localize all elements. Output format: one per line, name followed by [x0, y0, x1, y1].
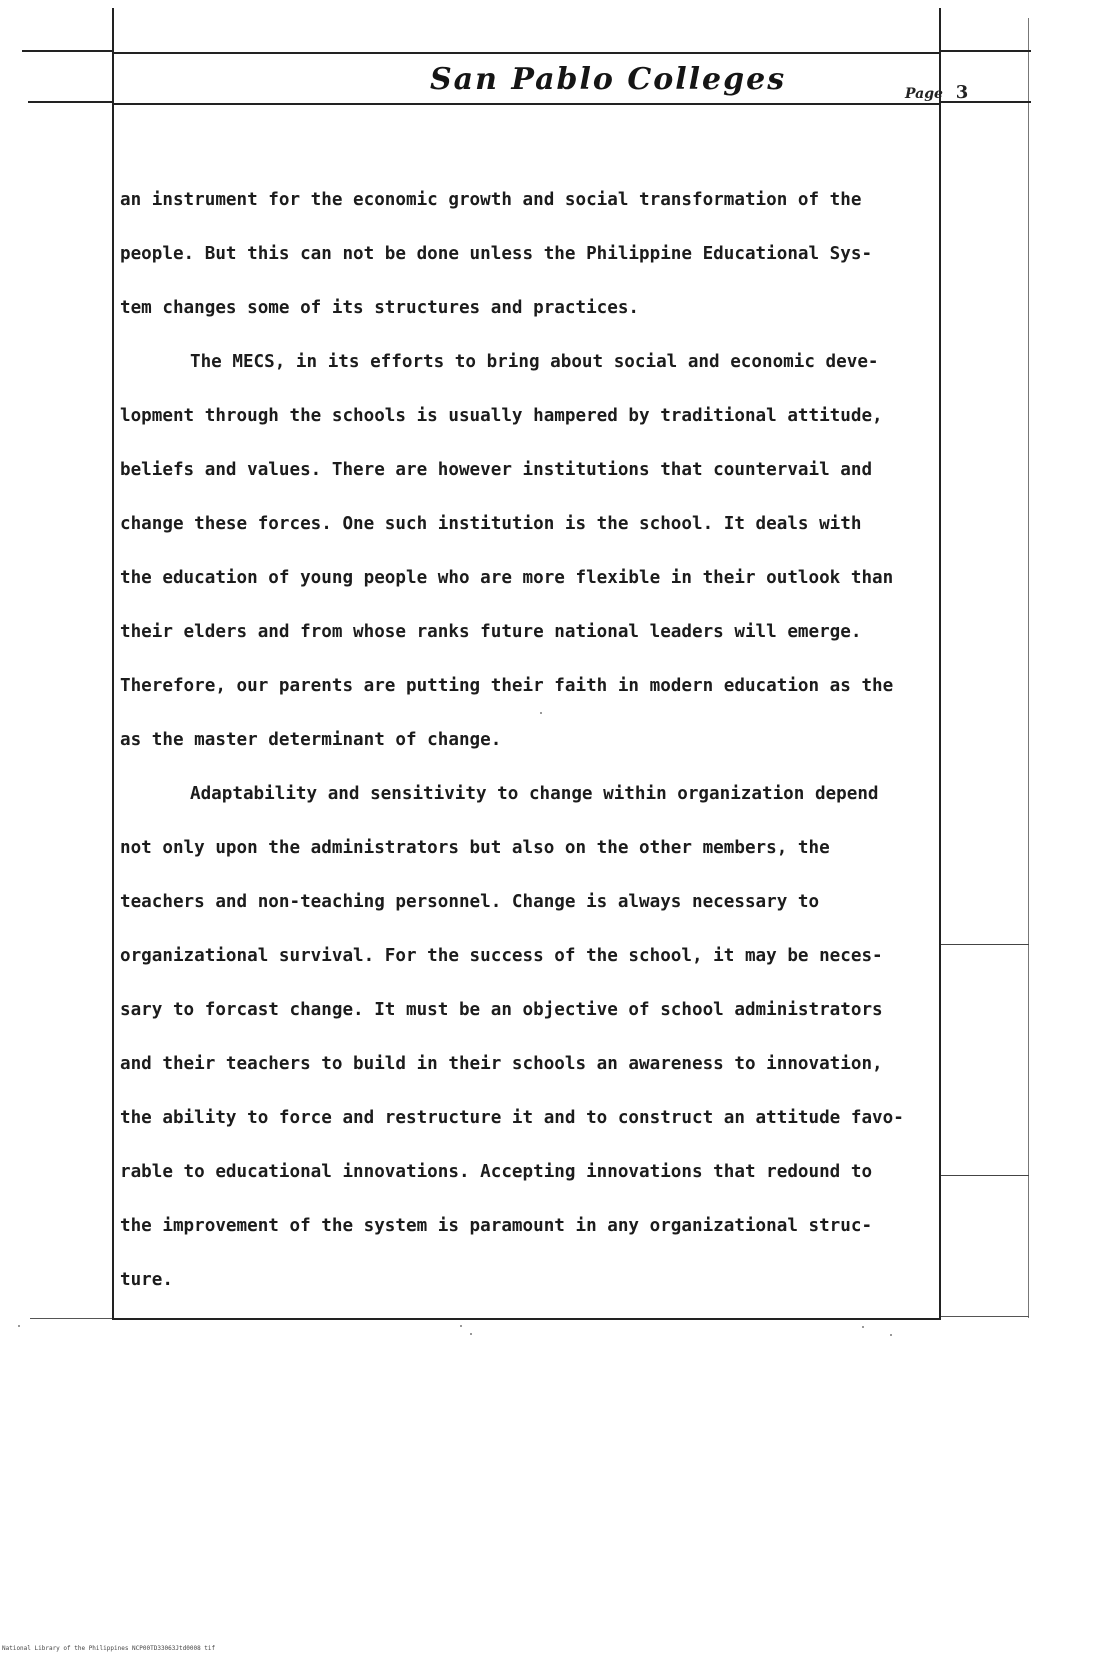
- paragraph-start-line: Adaptability and sensitivity to change within organization depend: [190, 784, 879, 804]
- scan-speck: [18, 1325, 20, 1327]
- far-right-rule: [1028, 18, 1029, 1318]
- bottom-rule-right: [941, 1316, 1029, 1317]
- text-line: lopment through the schools is usually hampered by traditional attitude,: [120, 406, 883, 426]
- text-line: Therefore, our parents are putting their faith in modern education as the: [120, 676, 894, 696]
- text-line: organizational survival. For the success of the school, it may be neces-: [120, 946, 883, 966]
- text-line: the improvement of the system is paramount in any organizational struc-: [120, 1216, 873, 1236]
- header-top-rule-left: [22, 50, 112, 52]
- scan-speck: [540, 712, 542, 714]
- page-label: Page: [905, 86, 943, 102]
- text-line: their elders and from whose ranks future national leaders will emerge.: [120, 622, 862, 642]
- header-top-rule-right: [941, 50, 1031, 52]
- text-line: as the master determinant of change.: [120, 730, 502, 750]
- paragraph-start-line: The MECS, in its efforts to bring about social and economic deve-: [190, 352, 879, 372]
- text-line: not only upon the administrators but also on the other members, the: [120, 838, 830, 858]
- text-line: sary to forcast change. It must be an objective of school administrators: [120, 1000, 883, 1020]
- page-number: 3: [955, 82, 969, 103]
- text-line: ture.: [120, 1270, 173, 1290]
- text-line: and their teachers to build in their schools an awareness to innovation,: [120, 1054, 883, 1074]
- body-text: [120, 173, 985, 1307]
- text-line: teachers and non-teaching personnel. Change is always necessary to: [120, 892, 820, 912]
- text-line: the ability to force and restructure it and to construct an attitude favo-: [120, 1108, 904, 1128]
- text-line: beliefs and values. There are however institutions that countervail and: [120, 460, 873, 480]
- text-line: people. But this can not be done unless the Philippine Educational Sys-: [120, 244, 873, 264]
- scan-speck: [460, 1325, 462, 1327]
- page-indicator: [905, 82, 968, 103]
- header-bottom-rule: [113, 103, 939, 105]
- text-line: the education of young people who are more flexible in their outlook than: [120, 568, 894, 588]
- text-line: change these forces. One such institution is the school. It deals with: [120, 514, 862, 534]
- scan-speck: [862, 1326, 864, 1328]
- text-line: an instrument for the economic growth and social transformation of the: [120, 190, 862, 210]
- bottom-rule-left: [30, 1318, 112, 1319]
- scan-speck: [470, 1333, 472, 1335]
- header-bottom-rule-left: [28, 101, 112, 103]
- scan-speck: [890, 1334, 892, 1336]
- text-line: rable to educational innovations. Accepting innovations that redound to: [120, 1162, 873, 1182]
- bottom-rule: [113, 1318, 939, 1320]
- text-line: tem changes some of its structures and practices.: [120, 298, 640, 318]
- header-top-rule: [113, 52, 939, 54]
- left-margin-rule: [112, 8, 114, 1320]
- college-name-heading: San Pablo Colleges: [430, 62, 787, 97]
- archive-credit: National Library of the Philippines NCP00TD33063Jtd0008 tif: [2, 1645, 216, 1652]
